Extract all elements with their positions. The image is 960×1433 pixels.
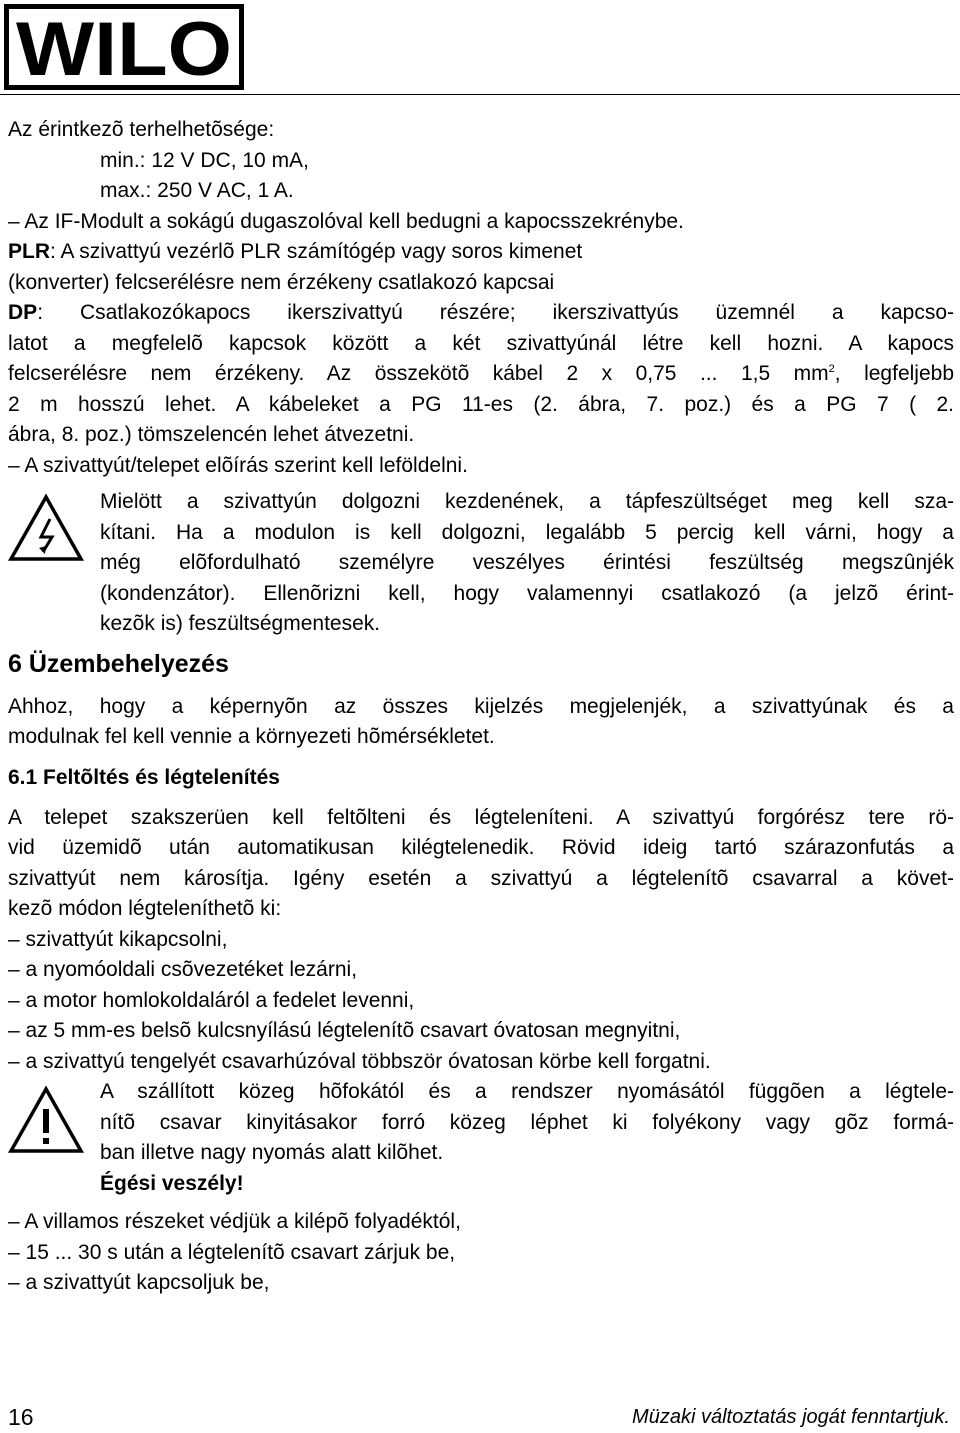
- section-6-1-line-2: vid üzemidõ után automatikusan kilégtelenedik. Rövid ideig tartó szárazonfutás a: [8, 836, 954, 859]
- list-item: – a szivattyú tengelyét csavarhúzóval többször óvatosan körbe kell forgatni.: [8, 1049, 711, 1073]
- burn-danger-emphasis: Égési veszély!: [100, 1171, 244, 1195]
- wilo-logo: [4, 4, 244, 90]
- plr-line-1: PLR: A szivattyú vezérlõ PLR számítógép vagy soros kimenet: [8, 240, 583, 263]
- dp-line-3: felcserélésre nem érzékeny. Az összekötõ kábel 2 x 0,75 ... 1,5 $mm^2$, legfeljebb: [8, 362, 954, 385]
- burn-warning: A szállított közeg hõfokától és a rendszer nyomásától függõen a légtele- nítõ csavar kinyitásakor forró közeg léphet ki folyékony vagy gõz formá- ban illetve nagy nyomás alatt kilõhet. Égési veszély!: [8, 1077, 954, 1199]
- page-content: [8, 115, 954, 1299]
- contact-load-title: Az érintkezõ terhelhetõsége:: [8, 118, 275, 141]
- high-voltage-warning-icon: [8, 493, 84, 563]
- general-warning-icon: [8, 1085, 84, 1155]
- list-item: – a szivattyút kapcsoljuk be,: [8, 1271, 270, 1294]
- header-rule: [0, 94, 960, 95]
- plr-label: PLR: [8, 240, 50, 263]
- contact-load-min: min.: 12 V DC, 10 mA,: [100, 148, 309, 172]
- page-number: 16: [8, 1404, 34, 1430]
- section-6-line-1: Ahhoz, hogy a képernyõn az összes kijelzés megjelenjék, a szivattyúnak és a: [8, 694, 954, 718]
- dp-line-4: 2 m hosszú lehet. A kábeleket a PG 11-es (2. ábra, 7. poz.) és a PG 7 ( 2.: [8, 392, 954, 416]
- section-6-1-line-3: szivattyút nem károsítja. Igény esetén a szivattyú a légtelenítõ csavarral a követ-: [8, 866, 954, 890]
- list-item: – A villamos részeket védjük a kilépõ folyadéktól,: [8, 1210, 461, 1233]
- list-item: – 15 ... 30 s után a légtelenítõ csavart zárjuk be,: [8, 1240, 456, 1264]
- section-6-1-line-1: A telepet szakszerüen kell feltõlteni és légteleníteni. A szivattyú forgórész tere rö-: [8, 805, 954, 829]
- dp-line-2: latot a megfelelõ kapcsok között a két szivattyúnál létre kell hozni. A kapocs: [8, 331, 954, 355]
- section-6-line-2: modulnak fel kell vennie a környezeti hõmérsékletet.: [8, 725, 495, 748]
- plr-line-2: (konverter) felcserélésre nem érzékeny csatlakozó kapcsai: [8, 270, 555, 294]
- grounding-note: – A szivattyút/telepet elõírás szerint kell leföldelni.: [8, 453, 468, 477]
- contact-load-max: max.: 250 V AC, 1 A.: [100, 179, 294, 202]
- svg-text:WILO: WILO: [16, 9, 232, 85]
- voltage-warning: Mielött a szivattyún dolgozni kezdenének, a tápfeszültséget meg kell sza- kítani. Ha a modulon is kell dolgozni, legalább 5 percig kell várni, hogy a még elõfordulható személyre veszélyes érintési feszültség megszûnjék (kondenzátor). Ellenõrizni kell, hogy valamennyi csatlakozó (a jelzõ érint- kezõk is) feszültségmentesek.: [8, 487, 954, 640]
- list-item: – az 5 mm-es belsõ kulcsnyílású légtelenítõ csavart óvatosan megnyitni,: [8, 1019, 681, 1042]
- section-6-1-line-4: kezõ módon légteleníthetõ ki:: [8, 897, 282, 920]
- dp-line-1: DP: Csatlakozókapocs ikerszivattyú részére; ikerszivattyús üzemnél a kapcso-: [8, 301, 954, 324]
- section-6-1-title: 6.1 Feltõltés és légtelenítés: [8, 765, 280, 789]
- list-item: – a motor homlokoldaláról a fedelet levenni,: [8, 988, 415, 1012]
- list-item: – szivattyút kikapcsolni,: [8, 927, 228, 951]
- footer-note: Müzaki változtatás jogát fenntartjuk.: [632, 1406, 950, 1428]
- dp-line-5: ábra, 8. poz.) tömszelencén lehet átvezetni.: [8, 423, 415, 446]
- wilo-logo-icon: [9, 9, 239, 85]
- if-module-note: – Az IF-Modult a sokágú dugaszolóval kell bedugni a kapocsszekrénybe.: [8, 209, 684, 233]
- section-6-title: 6 Üzembehelyezés: [8, 649, 229, 678]
- dp-label: DP: [8, 301, 38, 324]
- list-item: – a nyomóoldali csõvezetéket lezárni,: [8, 958, 358, 981]
